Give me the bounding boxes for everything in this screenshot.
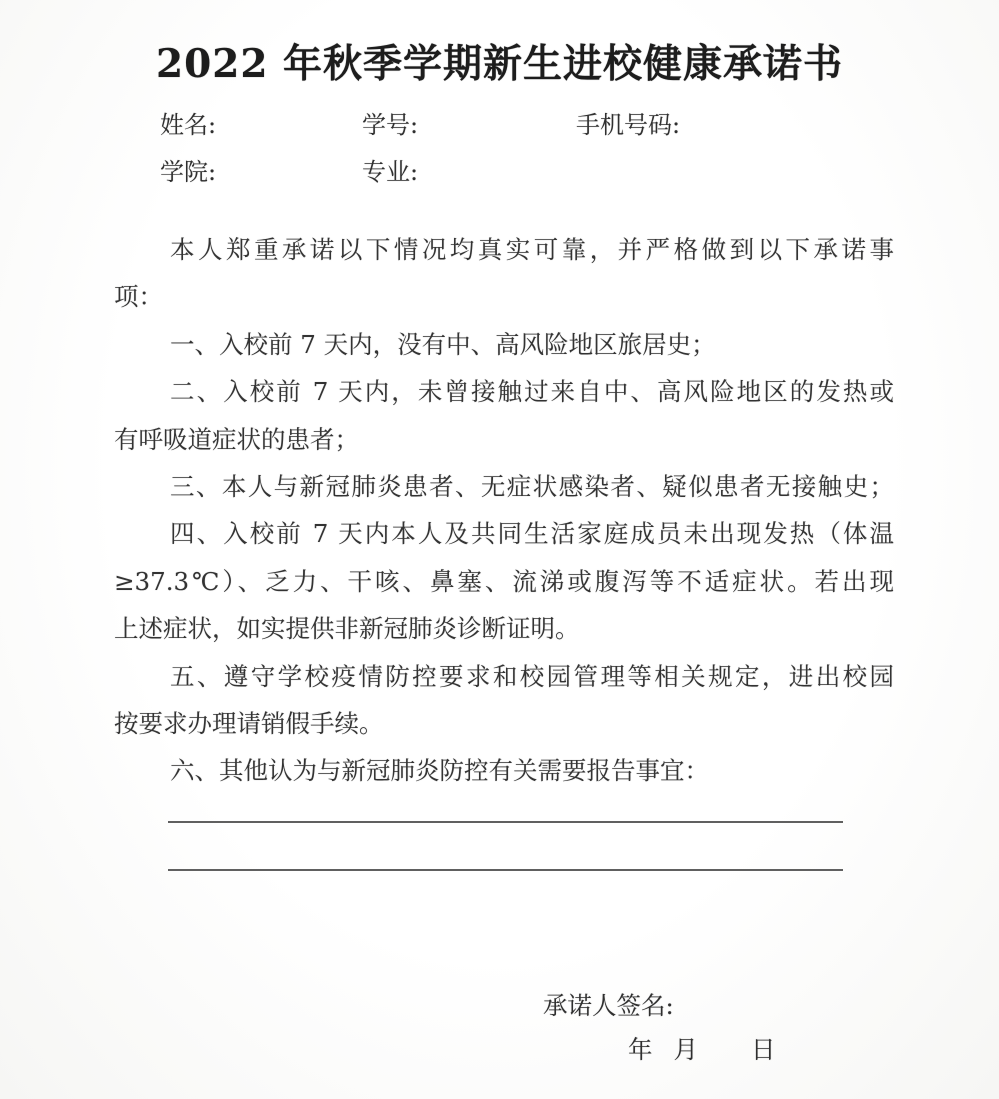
college-field-label: 学院: — [160, 158, 217, 186]
date-month-label: 月 — [673, 1035, 698, 1064]
body-line: ≥37.3℃）、乏力、干咳、鼻塞、流涕或腹泻等不适症状。若出现 — [114, 566, 894, 596]
body-line: 上述症状，如实提供非新冠肺炎诊断证明。 — [114, 614, 580, 644]
signature-label: 承诺人签名: — [543, 991, 674, 1020]
commitment-body — [114, 226, 894, 795]
date-line — [628, 1031, 776, 1066]
body-line: 本人郑重承诺以下情况均真实可靠，并严格做到以下承诺事 — [170, 235, 894, 264]
body-line: 按要求办理请销假手续。 — [114, 708, 384, 738]
write-in-line-1 — [168, 821, 843, 823]
body-line: 一、入校前 7 天内，没有中、高风险地区旅居史； — [170, 329, 716, 359]
body-line: 六、其他认为与新冠肺炎防控有关需要报告事宜： — [170, 756, 709, 786]
body-line: 四、入校前 7 天内本人及共同生活家庭成员未出现发热（体温 — [170, 519, 894, 549]
body-line: 三、本人与新冠肺炎患者、无症状感染者、疑似患者无接触史； — [170, 471, 894, 501]
date-day-label: 日 — [751, 1035, 776, 1064]
body-line: 二、入校前 7 天内，未曾接触过来自中、高风险地区的发热或 — [170, 377, 894, 407]
body-line: 项： — [114, 282, 163, 312]
name-field-label: 姓名: — [160, 111, 217, 139]
write-in-line-2 — [168, 869, 843, 871]
body-line: 五、遵守学校疫情防控要求和校园管理等相关规定，进出校园 — [170, 661, 894, 691]
document-title: 2022 年秋季学期新生进校健康承诺书 — [155, 41, 844, 87]
date-year-label: 年 — [628, 1035, 653, 1064]
major-field-label: 专业: — [362, 158, 419, 186]
student-id-field-label: 学号: — [362, 111, 419, 139]
body-line: 有呼吸道症状的患者； — [114, 424, 359, 454]
phone-field-label: 手机号码: — [576, 111, 681, 139]
